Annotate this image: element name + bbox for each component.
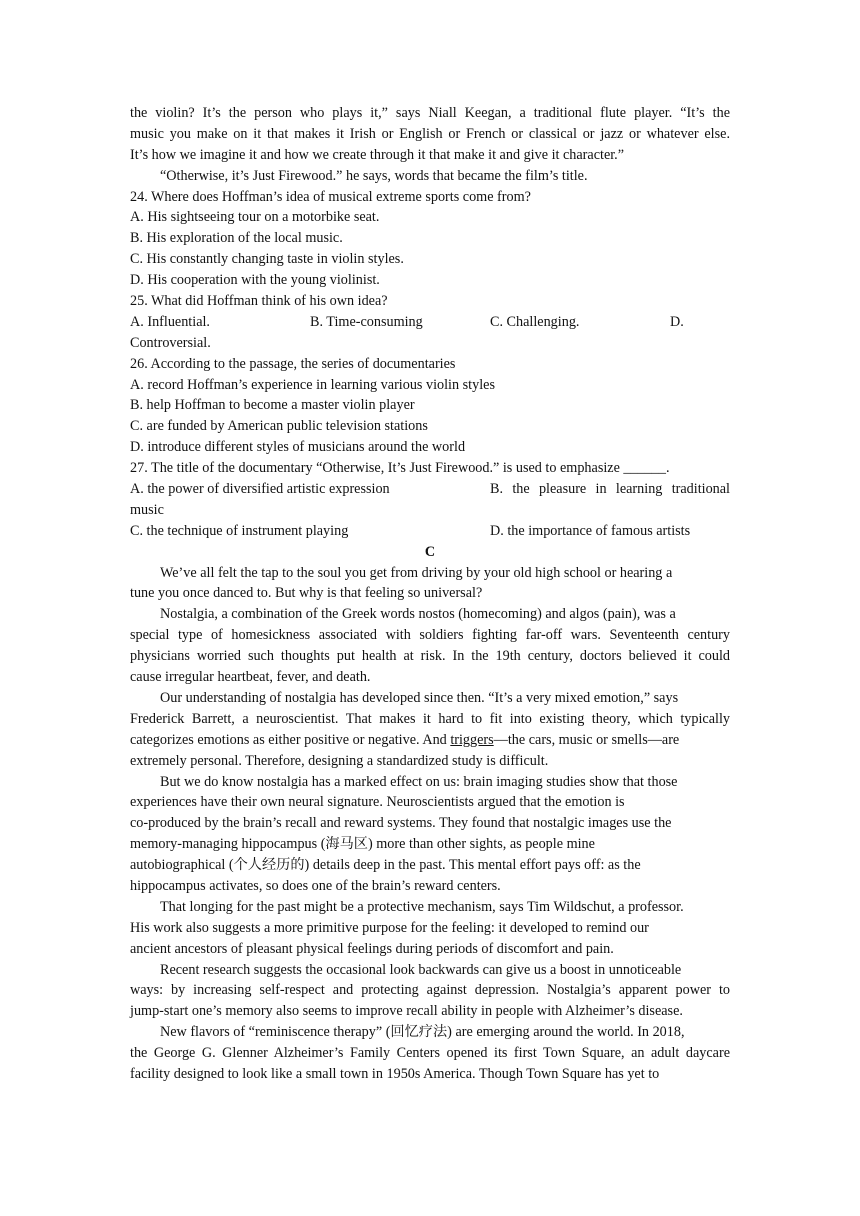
question-stem: 24. Where does Hoffman’s idea of musical extreme sports come from? bbox=[130, 188, 531, 205]
option-d-text: Controversial. bbox=[130, 334, 211, 351]
text-line: the George G. Glenner Alzheimer’s Family Centers opened its first Town Square, an adult daycare bbox=[130, 1045, 730, 1062]
text-line: Frederick Barrett, a neuroscientist. That makes it hard to fit into existing theory, which typically bbox=[130, 710, 730, 727]
text-line: extremely personal. Therefore, designing a standardized study is difficult. bbox=[130, 752, 549, 769]
options-row bbox=[130, 479, 730, 500]
text-line: experiences have their own neural signature. Neuroscientists argued that the emotion is bbox=[130, 794, 625, 811]
document-page bbox=[130, 103, 730, 1085]
text-line: special type of homesickness associated with soldiers fighting far-off wars. Seventeenth century bbox=[130, 627, 730, 644]
text-line: His work also suggests a more primitive purpose for the feeling: it developed to remind our bbox=[130, 919, 649, 936]
option-c: C. are funded by American public television stations bbox=[130, 418, 428, 435]
question-stem: 27. The title of the documentary “Otherwise, It’s Just Firewood.” is used to emphasize ______. bbox=[130, 460, 670, 477]
text-line bbox=[130, 730, 730, 751]
option-b: B. the pleasure in learning traditional bbox=[490, 481, 730, 498]
text-run: —the cars, music or smells—are bbox=[493, 731, 680, 748]
option-d: D. introduce different styles of musicians around the world bbox=[130, 439, 466, 456]
text-line: It’s how we imagine it and how we create through it that make it and give it character.” bbox=[130, 146, 625, 163]
option-b: B. Time-consuming bbox=[310, 313, 423, 330]
section-heading: C bbox=[424, 543, 436, 560]
option-a: A. record Hoffman’s experience in learning various violin styles bbox=[130, 376, 495, 393]
option-c: C. the technique of instrument playing bbox=[130, 522, 349, 539]
text-line: That longing for the past might be a protective mechanism, says Tim Wildschut, a professor. bbox=[160, 898, 684, 915]
option-a: A. His sightseeing tour on a motorbike seat. bbox=[130, 209, 380, 226]
text-line: ancient ancestors of pleasant physical feelings during periods of discomfort and pain. bbox=[130, 940, 614, 957]
option-c: C. His constantly changing taste in violin styles. bbox=[130, 251, 404, 268]
text-line: the violin? It’s the person who plays it,” says Niall Keegan, a traditional flute player. “It’s the bbox=[130, 105, 730, 121]
text-line: physicians worried such thoughts put health at risk. In the 19th century, doctors believed it could bbox=[130, 648, 730, 665]
question-26 bbox=[130, 354, 730, 458]
text-run: categorizes emotions as either positive or negative. And bbox=[130, 731, 451, 748]
option-d: D. the importance of famous artists bbox=[490, 522, 691, 539]
question-stem: 26. According to the passage, the series of documentaries bbox=[130, 355, 456, 372]
text-line: But we do know nostalgia has a marked effect on us: brain imaging studies show that those bbox=[160, 773, 678, 790]
option-d: D. His cooperation with the young violinist. bbox=[130, 272, 380, 289]
question-25 bbox=[130, 291, 730, 354]
passage-b-tail bbox=[130, 103, 730, 187]
passage-c bbox=[130, 542, 730, 1085]
text-line: Nostalgia, a combination of the Greek words nostos (homecoming) and algos (pain), was a bbox=[160, 606, 676, 623]
text-line: Recent research suggests the occasional look backwards can give us a boost in unnoticeable bbox=[160, 961, 682, 978]
options-row bbox=[130, 312, 730, 333]
question-27 bbox=[130, 458, 730, 542]
option-b: B. help Hoffman to become a master violin player bbox=[130, 397, 415, 414]
option-b: B. His exploration of the local music. bbox=[130, 230, 343, 247]
options-row bbox=[130, 521, 730, 542]
text-line: tune you once danced to. But why is that feeling so universal? bbox=[130, 585, 483, 602]
option-a: A. Influential. bbox=[130, 313, 210, 330]
option-c: C. Challenging. bbox=[490, 313, 580, 330]
question-stem: 25. What did Hoffman think of his own idea? bbox=[130, 293, 388, 310]
text-line: ways: by increasing self-respect and protecting against depression. Nostalgia’s apparent power to bbox=[130, 982, 730, 999]
text-line: memory-managing hippocampus (海马区) more than other sights, as people mine bbox=[130, 836, 595, 853]
text-line: We’ve all felt the tap to the soul you get from driving by your old high school or hearing a bbox=[160, 564, 673, 581]
text-line: co-produced by the brain’s recall and reward systems. They found that nostalgic images use the bbox=[130, 815, 672, 832]
option-b-continued: music bbox=[130, 501, 164, 518]
text-line: Our understanding of nostalgia has developed since then. “It’s a very mixed emotion,” says bbox=[160, 689, 679, 706]
underlined-word: triggers bbox=[450, 731, 494, 748]
question-24 bbox=[130, 187, 730, 291]
text-line: music you make on it that makes it Irish or English or French or classical or jazz or whatever else. bbox=[130, 125, 730, 142]
text-line: autobiographical (个人经历的) details deep in the past. This mental effort pays off: as the bbox=[130, 857, 641, 874]
text-line: jump-start one’s memory also seems to improve recall ability in people with Alzheimer’s disease. bbox=[130, 1003, 683, 1020]
text-line: facility designed to look like a small town in 1950s America. Though Town Square has yet to bbox=[130, 1065, 660, 1082]
option-a: A. the power of diversified artistic expression bbox=[130, 481, 390, 498]
option-d-prefix: D. bbox=[670, 313, 684, 330]
text-line: “Otherwise, it’s Just Firewood.” he says, words that became the film’s title. bbox=[160, 167, 588, 184]
text-line: hippocampus activates, so does one of the brain’s reward centers. bbox=[130, 877, 501, 894]
text-line: cause irregular heartbeat, fever, and death. bbox=[130, 669, 371, 686]
text-line: New flavors of “reminiscence therapy” (回忆疗法) are emerging around the world. In 2018, bbox=[160, 1024, 685, 1041]
